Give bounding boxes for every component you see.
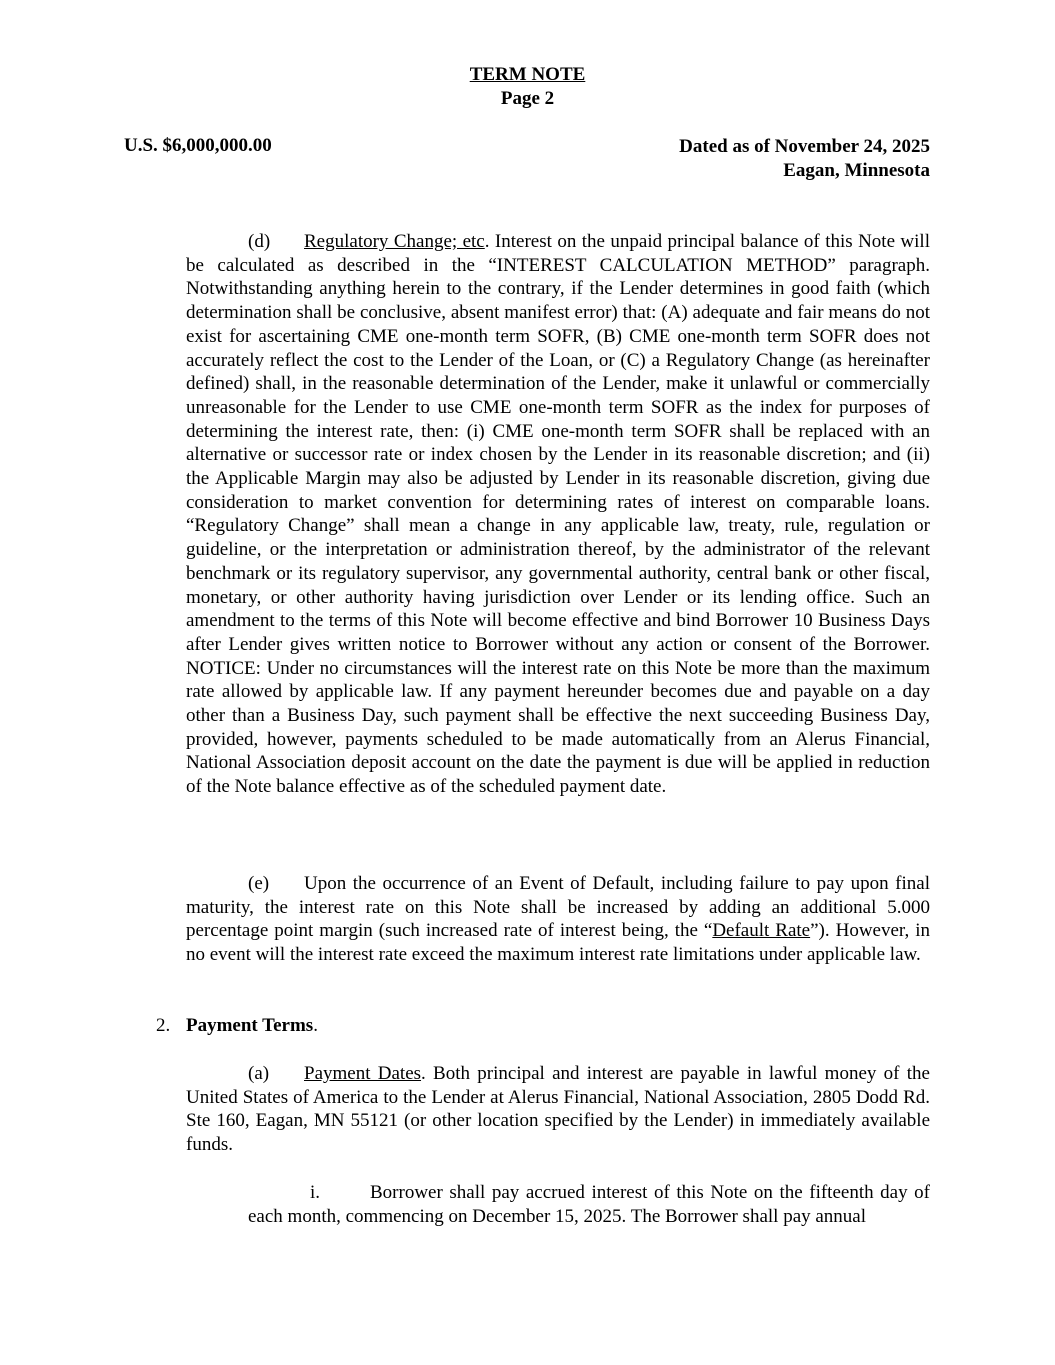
location-line: Eagan, Minnesota [783, 160, 930, 181]
section-title: Payment Terms [186, 1015, 314, 1036]
paragraph-text-end: ”). However, in no event will the interest rate exceed the maximum interest rate limitations under applicable law. [186, 920, 930, 966]
paragraph-label: (a) [248, 1063, 270, 1084]
paragraph-label: (d) [248, 231, 271, 252]
dated-line: Dated as of November 24, 2025 [679, 136, 930, 157]
subparagraph-i [248, 1181, 930, 1228]
paragraph-text: . Interest on the unpaid principal balance of this Note will be calculated as described in the “INTEREST CALCULATION METHOD” paragraph. Notwithstanding anything herein to the contrary, if the Lender determines in good faith (which determination shall be conclusive, absent manifest error) that: (A) adequate and fair means do not exist for ascertaining CME one-month term SOFR, (B) CME one-month term SOFR does not accurately reflect the cost to the Lender of the Loan, or (C) a Regulatory Change (as hereinafter defined) shall, in the reasonable determination of the Lender, make it unlawful or commercially unreasonable for the Lender to use CME one-month term SOFR as the index for purposes of determining the interest rate, then: (i) CME one-month term SOFR shall be replaced with an alternative or successor rate or index chosen by the Lender in its reasonable discretion; and (ii) the Applicable Margin may also be adjusted by Lender in its reasonable discretion, giving due consideration to market convention for determining rates of interest on comparable loans. “Regulatory Change” shall mean a change in any applicable law, treaty, rule, regulation or guideline, or the interpretation or administration thereof, by the administrator of the relevant benchmark or its regulatory supervisor, any governmental authority, central bank or other fiscal, monetary, or other authority having jurisdiction over Lender or its lending office. Such an amendment to the terms of this Note will become effective and bind Borrower 10 Business Days after Lender gives written notice to Borrower without any action or consent of the Borrower. NOTICE: Under no circumstances will the interest rate on this Note be more than the maximum rate allowed by applicable law. If any payment hereunder becomes due and payable on a day other than a Business Day, such payment shall be effective the next succeeding Business Day, provided, however, payments scheduled to be made automatically from an Alerus Financial, National Association deposit account on the date the payment is due will be applied in reduction of the Note balance effective as of the scheduled payment date. [186, 231, 930, 798]
paragraph-a [186, 1062, 930, 1157]
paragraph-heading: Regulatory Change; etc [304, 231, 485, 252]
document-title: TERM NOTE [469, 64, 586, 85]
page-number: Page 2 [500, 88, 555, 109]
paragraph-text: . Both principal and interest are payable in lawful money of the United States of America to the Lender at Alerus Financial, National Association, 2805 Dodd Rd. Ste 160, Eagan, MN 55121 (or other location specified by the Lender) in immediately available funds. [186, 1063, 930, 1156]
paragraph-text: Upon the occurrence of an Event of Default, including failure to pay upon final maturity, the interest rate on this Note shall be increased by adding an additional 5.000 percentage point margin (such increased rate of interest being, the “ [186, 873, 930, 942]
paragraph-heading: Payment Dates [304, 1063, 422, 1084]
subparagraph-label: i. [310, 1182, 321, 1203]
section-number: 2. [156, 1015, 171, 1036]
subparagraph-text: Borrower shall pay accrued interest of this Note on the fifteenth day of each month, commencing on December 15, 2025. The Borrower shall pay annual [248, 1182, 930, 1227]
note-amount: U.S. $6,000,000.00 [124, 135, 272, 156]
paragraph-d [186, 230, 930, 799]
paragraph-label: (e) [248, 873, 270, 894]
defined-term: Default Rate [712, 920, 811, 942]
section-2-heading [156, 1015, 318, 1037]
section-period: . [313, 1015, 318, 1036]
date-location [679, 135, 930, 183]
paragraph-e [186, 872, 930, 967]
